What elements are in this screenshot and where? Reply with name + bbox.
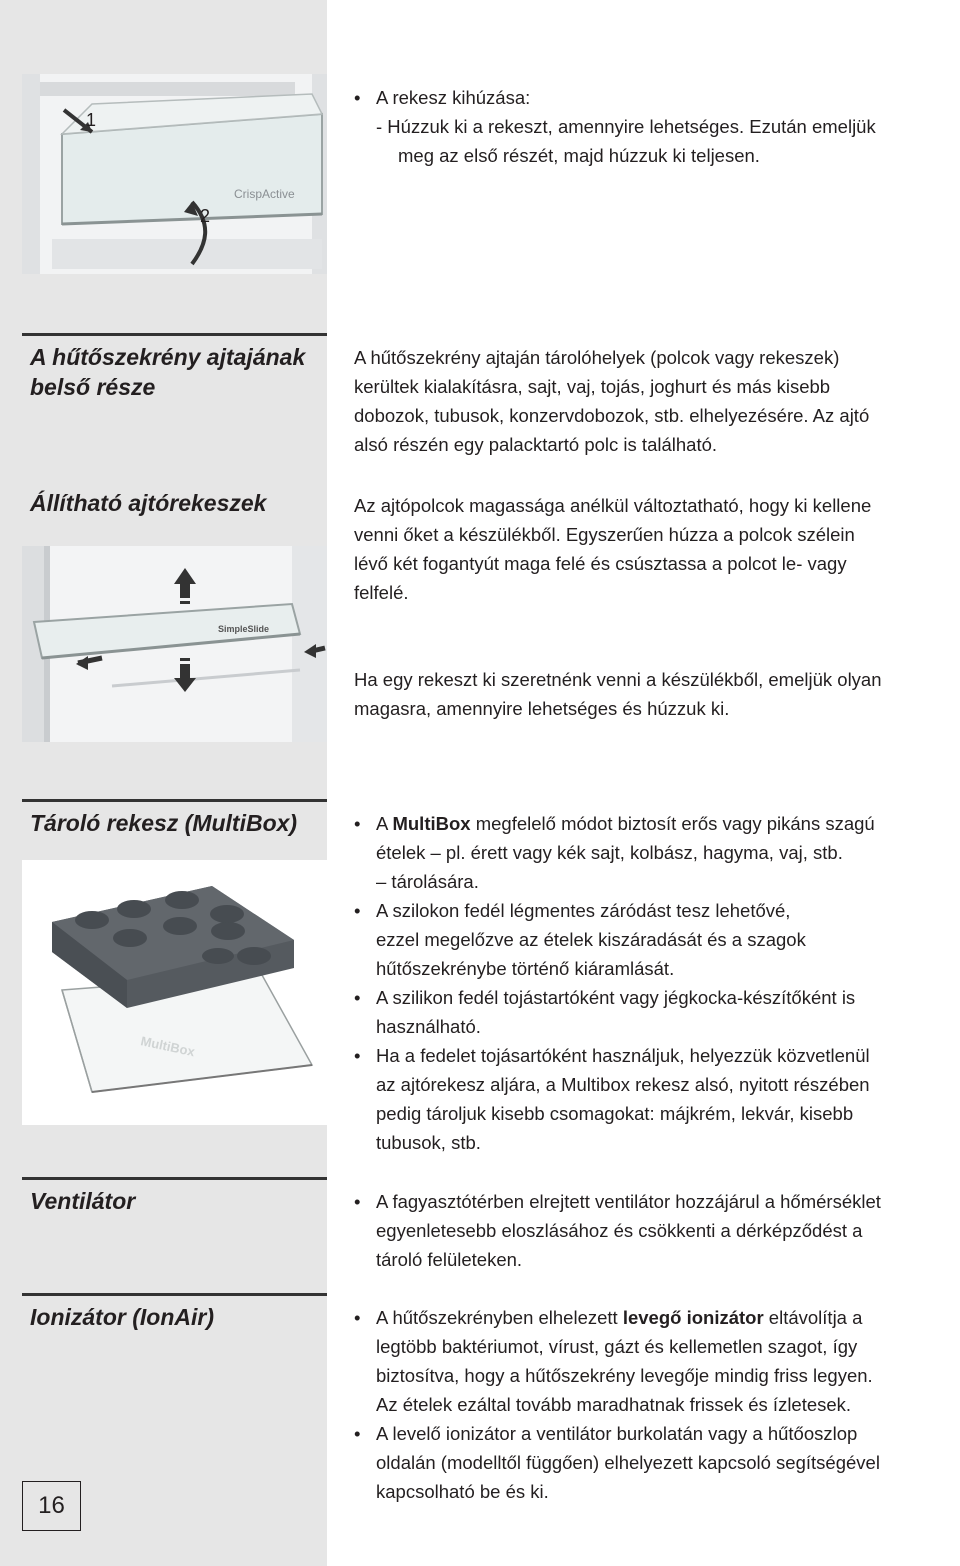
callout-1-label: 1 [86, 110, 97, 130]
multibox-logo: MultiBox [139, 1033, 197, 1060]
ionizer-bullet-1 [354, 1303, 960, 1419]
ionizer-b1-pre: A hűtőszekrényben elhelezett [376, 1307, 623, 1328]
drawer-removal-text [354, 83, 954, 170]
drawer-removal-title: A rekesz kihúzása: [376, 87, 531, 108]
multibox-bullet-1 [354, 809, 954, 896]
multibox-b3-line: használható. [376, 1016, 481, 1037]
adjustable-line: Az ajtópolcok magassága anélkül változtatható, hogy ki kellene [354, 495, 872, 516]
door-inside-line: dobozok, tubusok, konzervdobozok, stb. elhelyezésére. Az ajtó [354, 405, 870, 426]
ionizer-b1-line: biztosítva, hogy a hűtőszekrény levegője mindig friss legyen. [376, 1365, 873, 1386]
door-shelf-illustration [22, 546, 327, 742]
door-inside-line: kerültek kialakításra, sajt, vaj, tojás, joghurt és más kisebb [354, 376, 831, 397]
adjustable-line: lévő két fogantyút maga felé és csúsztassa a polcot le- vagy [354, 553, 847, 574]
drawer-removal-bullet [354, 83, 954, 170]
section-divider [22, 333, 327, 336]
bullet-marker: • [354, 1045, 361, 1066]
adjustable-line: felfelé. [354, 582, 409, 603]
shelf-removal-text [354, 665, 960, 723]
ionizer-b1-line: Az ételek ezáltal tovább maradhatnak frissek és ízletesek. [376, 1394, 852, 1415]
multibox-b2-line: A szilokon fedél légmentes záródást tesz lehetővé, [376, 900, 791, 921]
multibox-b4-line: tubusok, stb. [376, 1132, 481, 1153]
multibox-illustration [22, 860, 327, 1125]
callout-2-label: 2 [200, 206, 211, 226]
drawer-removal-line2: meg az első részét, majd húzzuk ki teljesen. [398, 145, 760, 166]
crisper-drawer-drawing [22, 74, 327, 274]
ionizer-b2-line: oldalán (modelltől függően) elhelyezett kapcsoló segítségével [376, 1452, 880, 1473]
multibox-drawing [22, 860, 327, 1125]
multibox-b4-line: az ajtórekesz aljára, a Multibox rekesz alsó, nyitott részében [376, 1074, 870, 1095]
bullet-marker: • [354, 900, 361, 921]
fan-bullet [354, 1187, 954, 1274]
adjustable-shelves-heading: Állítható ajtórekeszek [30, 490, 267, 516]
door-inside-heading [30, 342, 305, 402]
multibox-b2-line: hűtőszekrénybe történő kiáramlását. [376, 958, 675, 979]
ionizer-text [354, 1303, 960, 1506]
adjustable-shelves-text [354, 491, 954, 607]
multibox-b1-line2: ételek – pl. érett vagy kék sajt, kolbász, hagyma, vaj, stb. [376, 842, 843, 863]
multibox-bullet-3 [354, 983, 954, 1041]
fan-line: A fagyasztótérben elrejtett ventilátor hozzájárul a hőmérséklet [376, 1191, 881, 1212]
fan-line: egyenletesebb eloszlásához és csökkenti a dérképződést a [376, 1220, 863, 1241]
fan-heading: Ventilátor [30, 1188, 136, 1214]
multibox-b4-line: pedig tároljuk kisebb csomagokat: májkrém, lekvár, kisebb [376, 1103, 854, 1124]
multibox-b1-line3: – tárolására. [376, 871, 479, 892]
section-divider [22, 799, 327, 802]
fan-text [354, 1187, 954, 1274]
multibox-b3-line: A szilikon fedél tojástartóként vagy jégkocka-készítőként is [376, 987, 856, 1008]
page-number: 16 [22, 1481, 81, 1531]
crisper-drawer-illustration [22, 74, 327, 274]
section-divider [22, 1177, 327, 1180]
shelf-removal-line: Ha egy rekeszt ki szeretnénk venni a készülékből, emeljük olyan [354, 669, 882, 690]
multibox-b1-pre: A [376, 813, 393, 834]
multibox-heading: Tároló rekesz (MultiBox) [30, 810, 298, 836]
shelf-removal-line: magasra, amennyire lehetséges és húzzuk ki. [354, 698, 730, 719]
bullet-marker: • [354, 1191, 361, 1212]
section-divider [22, 1293, 327, 1296]
multibox-b1-bold: MultiBox [392, 813, 471, 834]
fan-line: tároló felületeken. [376, 1249, 523, 1270]
bullet-marker: • [354, 813, 361, 834]
ionizer-bullet-2 [354, 1419, 960, 1506]
ionizer-b1-line: legtöbb baktériumot, vírust, gázt és kellemetlen szagot, így [376, 1336, 858, 1357]
ionizer-heading: Ionizátor (IonAir) [30, 1304, 214, 1330]
ionizer-b2-line: kapcsolható be és ki. [376, 1481, 549, 1502]
bullet-marker: • [354, 987, 361, 1008]
door-inside-heading-line1: A hűtőszekrény ajtajának [30, 344, 306, 370]
door-inside-text [354, 343, 954, 459]
multibox-bullet-2 [354, 896, 954, 983]
ionizer-b1-post: eltávolítja a [763, 1307, 863, 1328]
multibox-b2-line: ezzel megelőzve az ételek kiszáradását és a szagok [376, 929, 806, 950]
multibox-b1-post: megfelelő módot biztosít erős vagy pikáns szagú [470, 813, 875, 834]
crispactive-logo: CrispActive [234, 187, 295, 201]
drawer-removal-line1: - Húzzuk ki a rekeszt, amennyire lehetséges. Ezután emeljük [376, 116, 876, 137]
adjustable-line: venni őket a készülékből. Egyszerűen húzza a polcok szélein [354, 524, 855, 545]
bullet-marker: • [354, 1423, 361, 1444]
multibox-bullet-4 [354, 1041, 954, 1157]
ionizer-b2-line: A levelő ionizátor a ventilátor burkolatán vagy a hűtőoszlop [376, 1423, 858, 1444]
door-inside-heading-line2: belső része [30, 374, 156, 400]
simpleslide-logo: SimpleSlide [218, 624, 270, 634]
door-inside-line: alsó részén egy palacktartó polc is található. [354, 434, 718, 455]
bullet-marker: • [354, 1307, 361, 1328]
door-shelf-drawing [22, 546, 327, 742]
ionizer-b1-bold: levegő ionizátor [622, 1307, 764, 1328]
bullet-marker: • [354, 87, 361, 108]
door-inside-line: A hűtőszekrény ajtaján tárolóhelyek (polcok vagy rekeszek) [354, 347, 840, 368]
multibox-b4-line: Ha a fedelet tojásartóként használjuk, helyezzük közvetlenül [376, 1045, 870, 1066]
multibox-text [354, 809, 954, 1157]
